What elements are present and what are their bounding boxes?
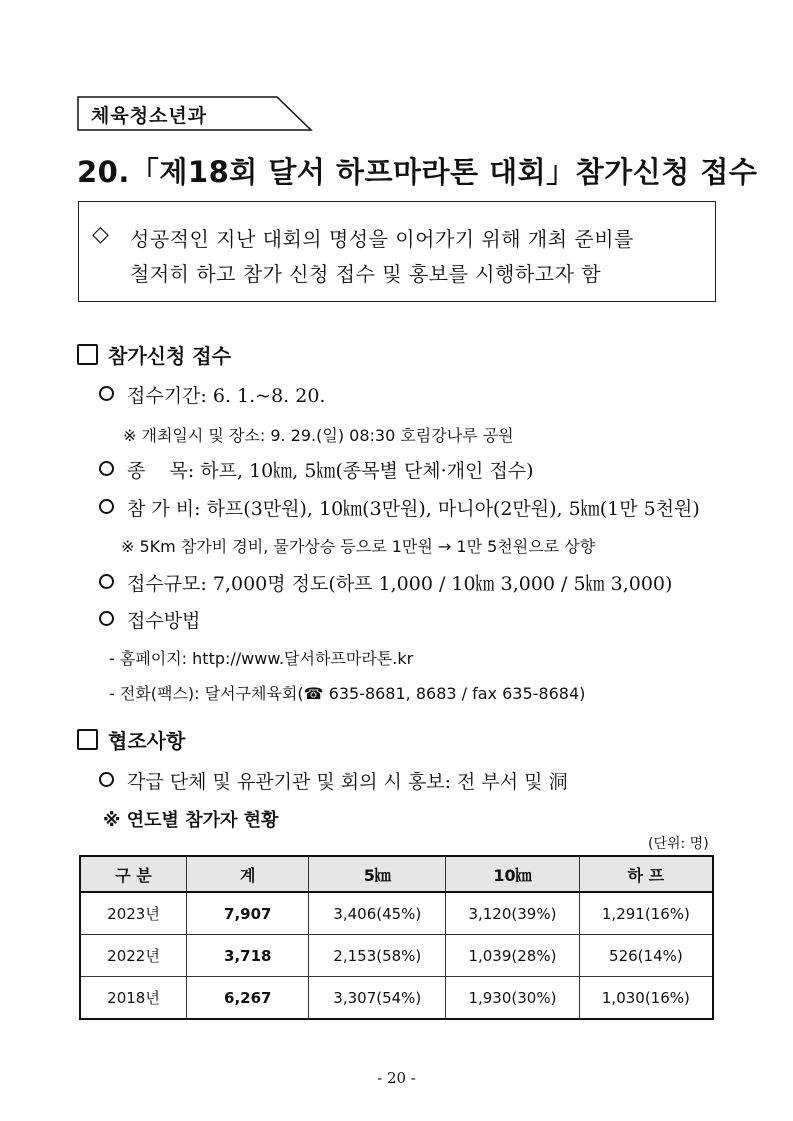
item-cooperation-text: 각급 단체 및 유관기관 및 회의 시 홍보: 전 부서 및 洞 (127, 771, 568, 793)
circle-bullet-icon (99, 611, 114, 626)
cell-10km: 3,120(39%) (446, 892, 580, 935)
item-events-text: 종 목: 하프, 10㎞, 5㎞(종목별 단체·개인 접수) (127, 460, 534, 482)
method-website: - 홈페이지: http://www.달서하프마라톤.kr (109, 649, 414, 668)
table-row (80, 935, 713, 977)
section-heading-text: 참가신청 접수 (108, 344, 231, 368)
header-half: 하 프 (579, 856, 713, 892)
cell-year: 2023년 (80, 892, 187, 935)
item-method (99, 606, 200, 633)
cell-year: 2022년 (80, 935, 187, 977)
cell-half: 1,291(16%) (579, 892, 713, 935)
summary-line-2: 철저히 하고 참가 신청 접수 및 홍보를 시행하고자 함 (130, 262, 602, 286)
cell-half: 526(14%) (579, 935, 713, 977)
circle-bullet-icon (99, 461, 114, 476)
item-events (99, 456, 534, 483)
section-heading-cooperation (77, 725, 185, 754)
header-10km: 10㎞ (446, 856, 580, 892)
item-method-text: 접수방법 (127, 610, 201, 632)
summary-line-1: 성공적인 지난 대회의 명성을 이어가기 위해 개최 준비를 (130, 227, 634, 251)
cell-10km: 1,039(28%) (446, 935, 580, 977)
cell-total: 7,907 (187, 892, 309, 935)
circle-bullet-icon (99, 386, 114, 401)
cell-5km: 3,406(45%) (309, 892, 446, 935)
header-5km: 5㎞ (309, 856, 446, 892)
page-number: - 20 - (377, 1069, 416, 1087)
table-caption: ※ 연도별 참가자 현황 (103, 810, 279, 831)
item-period (99, 381, 325, 408)
circle-bullet-icon (99, 499, 114, 514)
cell-10km: 1,930(30%) (446, 977, 580, 1020)
circle-bullet-icon (99, 772, 114, 787)
table-row (80, 892, 713, 935)
summary-box (78, 201, 716, 302)
participants-table (79, 855, 714, 1020)
cell-total: 3,718 (187, 935, 309, 977)
item-fee (99, 494, 700, 521)
department-label: 체육청소년과 (91, 105, 208, 127)
cell-half: 1,030(16%) (579, 977, 713, 1020)
page-title: 20.「제18회 달서 하프마라톤 대회」참가신청 접수 (77, 155, 758, 189)
cell-total: 6,267 (187, 977, 309, 1020)
section-heading-registration (77, 340, 231, 369)
square-bullet-icon (77, 344, 98, 365)
table-unit: (단위: 명) (648, 836, 709, 852)
item-cooperation (99, 767, 568, 794)
cell-5km: 3,307(54%) (309, 977, 446, 1020)
note-fee-change: ※ 5Km 참가비 경비, 물가상승 등으로 1만원 → 1만 5천원으로 상향 (121, 537, 596, 556)
item-scale (99, 569, 672, 596)
table-header-row (80, 856, 713, 892)
item-fee-text: 참 가 비: 하프(3만원), 10㎞(3만원), 마니아(2만원), 5㎞(1만 5천원) (127, 498, 700, 520)
item-period-text: 접수기간: 6. 1.~8. 20. (127, 385, 326, 407)
cell-year: 2018년 (80, 977, 187, 1020)
item-scale-text: 접수규모: 7,000명 정도(하프 1,000 / 10㎞ 3,000 / 5㎞ 3,000) (127, 573, 673, 595)
section-heading-text: 협조사항 (108, 729, 186, 753)
diamond-bullet-icon: ◇ (92, 222, 109, 247)
method-phone: - 전화(팩스): 달서구체육회(☎ 635-8681, 8683 / fax 635-8684) (109, 684, 586, 703)
header-category: 구 분 (80, 856, 187, 892)
cell-5km: 2,153(58%) (309, 935, 446, 977)
circle-bullet-icon (99, 574, 114, 589)
table-row (80, 977, 713, 1020)
square-bullet-icon (77, 729, 98, 750)
department-tab (77, 96, 311, 130)
note-event-date: ※ 개최일시 및 장소: 9. 29.(일) 08:30 호림강나루 공원 (123, 426, 514, 445)
header-total: 계 (187, 856, 309, 892)
